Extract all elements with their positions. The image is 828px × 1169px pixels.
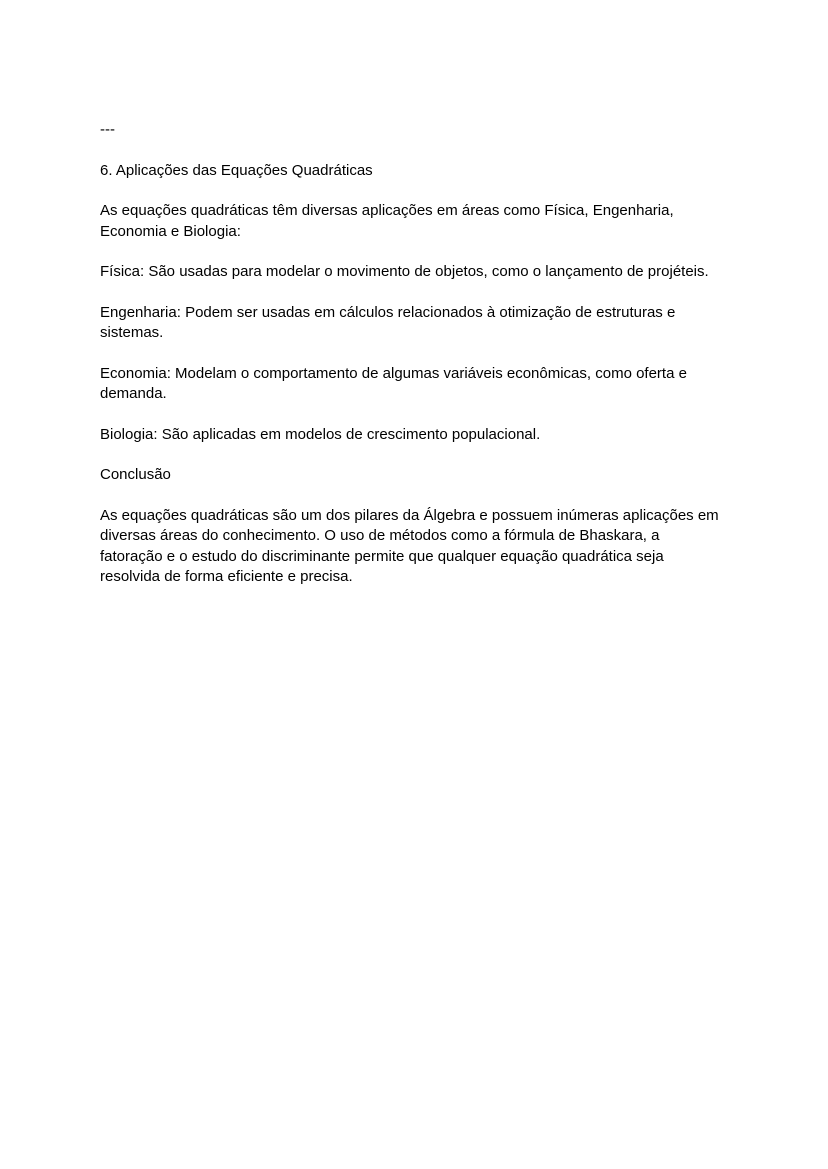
section-heading: 6. Aplicações das Equações Quadráticas <box>100 161 373 179</box>
horizontal-rule-text: --- <box>100 121 115 138</box>
conclusion-heading: Conclusão <box>100 466 171 483</box>
application-paragraph-economia: Economia: Modelam o comportamento de algumas variáveis econômicas, como oferta e demanda. <box>100 364 692 402</box>
intro-paragraph: As equações quadráticas têm diversas aplicações em áreas como Física, Engenharia, Economia e Biologia: <box>100 202 678 240</box>
application-paragraph-biologia: Biologia: São aplicadas em modelos de crescimento populacional. <box>100 425 541 443</box>
application-paragraph-fisica: Física: São usadas para modelar o movimento de objetos, como o lançamento de projéteis. <box>100 263 709 280</box>
application-paragraph-engenharia: Engenharia: Podem ser usadas em cálculos relacionados à otimização de estruturas e sistemas. <box>100 303 680 341</box>
conclusion-paragraph: As equações quadráticas são um dos pilares da Álgebra e possuem inúmeras aplicações em diversas áreas do conhecimento. O uso de métodos como a fórmula de Bhaskara, a fatoração e o estudo do discriminante permite que qualquer equação quadrática seja resolvida de forma eficiente e precisa. <box>100 506 723 585</box>
document-content <box>100 120 722 608</box>
